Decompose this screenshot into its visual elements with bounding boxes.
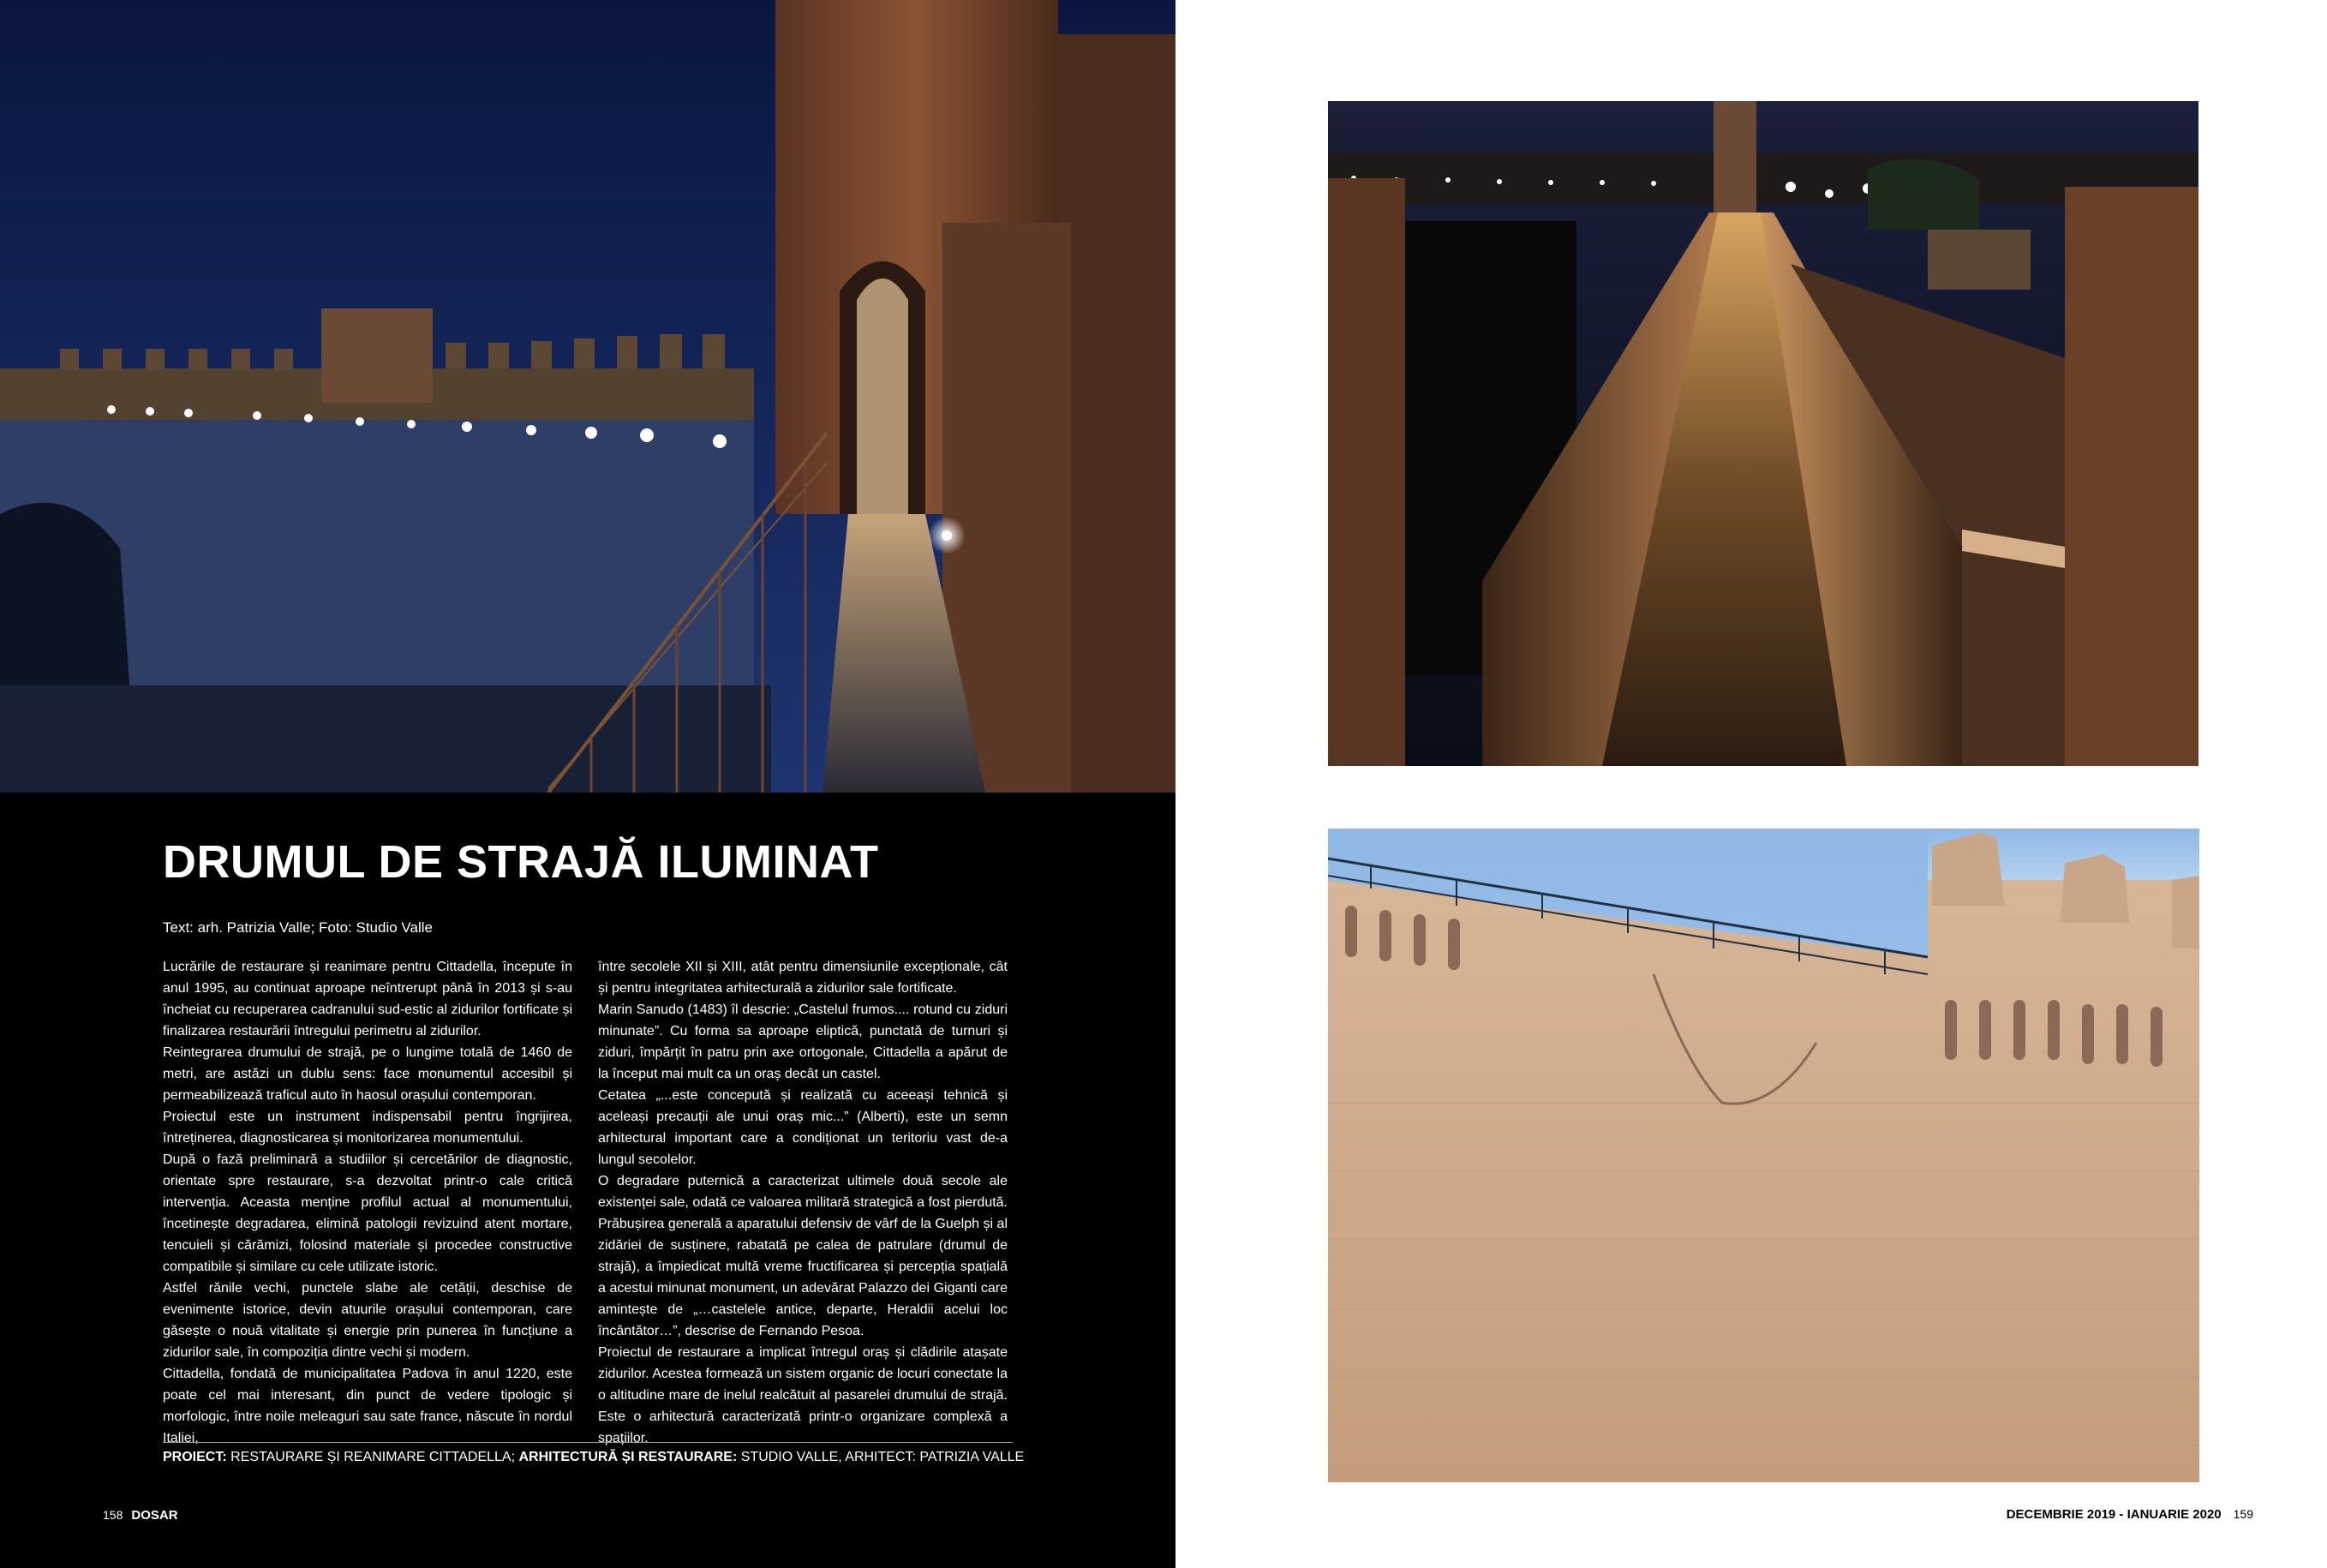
architecture-label: ARHITECTURĂ ȘI RESTAURARE: [518, 1450, 738, 1464]
paragraph: După o fază preliminară a studiilor și cercetărilor de diagnostic, orientate spre restaurare, s-a dezvoltat printr-o cale critică intervenția. Aceasta menține profilul actual al monumentului, încetinește degradarea, elimină patologii revizuind atent mortare, tencuieli și cărămizi, folosind materiale și procedee constructive compatibile și similare cu cele utilizate istoric. [163, 1152, 572, 1274]
page-number-left: 158 [103, 1508, 123, 1522]
paragraph: Reintegrarea drumului de strajă, pe o lungime totală de 1460 de metri, are astăzi un dublu sens: face monumentul accesibil și permeabilizează traficul auto în haosul orașului contemporan. [163, 1045, 572, 1103]
paragraph: Cetatea „...este concepută și realizată cu aceeași tehnică și aceleași precauții ale unui oraș mic...” (Alberti), este un semn arhitectural important care a condiționat un teritoriu vast de-a lungul secolelor. [598, 1088, 1008, 1167]
project-divider [163, 1442, 1013, 1443]
right-folio [2007, 1507, 2253, 1522]
page-number-right: 159 [2233, 1507, 2253, 1521]
left-folio [103, 1508, 178, 1523]
paragraph: între secolele XII și XIII, atât pentru dimensiunile excepționale, cât și pentru integritatea arhitecturală a zidurilor sale fortificate. [598, 960, 1008, 996]
project-label: PROIECT: [163, 1450, 227, 1464]
architecture-value: STUDIO VALLE, ARHITECT: PATRIZIA VALLE [737, 1450, 1025, 1464]
paragraph: O degradare puternică a caracterizat ultimele două secole ale existenței sale, odată ce valoarea militară strategică a fost pierdută. Prăbușirea generală a aparatului defensiv de vârf de la Guelph și al zidăriei de susținere, rabatată pe calea de patrulare (drumul de strajă), a împiedicat multă vreme fructificarea și percepția spațială a acestui minunat monument, un adevărat Palazzo dei Giganti care amintește de „…castelele antice, departe, Heraldii acelui loc încântător…”, descrise de Fernando Pesoa. [598, 1174, 1008, 1338]
lit-walkway-photo [1328, 101, 2198, 766]
paragraph: Proiectul de restaurare a implicat întregul oraș și clădirile atașate zidurilor. Acestea formează un sistem organic de locuri conectate la o altitudine mare de inelul realcătuit al pasarelei drumului de strajă. Este o arhitectură caracterizată printr-o organizare complexă a spațiilor. [598, 1345, 1008, 1445]
paragraph: Proiectul este un instrument indispensabil pentru îngrijirea, întreținerea, diagnosticarea și monitorizarea monumentului. [163, 1110, 572, 1146]
issue-date: DECEMBRIE 2019 - IANUARIE 2020 [2006, 1507, 2222, 1522]
paragraph: Marin Sanudo (1483) îl descrie: „Castelul frumos.... rotund cu ziduri minunate”. Cu forma sa aproape eliptică, punctată de turnuri și ziduri, împărțit în patru prin axe ortogonale, Cittadella a apărut de la început mai mult ca un oraș decât un castel. [598, 1002, 1008, 1081]
section-name: DOSAR [131, 1508, 178, 1523]
restored-wall-photo [1328, 829, 2199, 1482]
paragraph: Astfel rănile vechi, punctele slabe ale cetății, deschise de evenimente istorice, devin atuurile orașului contemporan, care găsește o nouă vitalitate și energie prin punerea în funcțiune a zidurilor sale, în compoziția dintre vechi și modern. [163, 1281, 572, 1360]
article-credit: Text: arh. Patrizia Valle; Foto: Studio Valle [163, 919, 433, 936]
night-wall-walk-photo [0, 0, 1175, 793]
project-value: RESTAURARE ȘI REANIMARE CITTADELLA; [226, 1450, 519, 1464]
text-column-2 [598, 956, 1008, 1449]
project-credits [163, 1450, 1025, 1465]
text-column-1 [163, 956, 572, 1449]
article-title: DRUMUL DE STRAJĂ ILUMINAT [163, 836, 879, 888]
paragraph: Lucrările de restaurare și reanimare pentru Cittadella, începute în anul 1995, au continuat aproape neîntrerupt până în 2013 și s-au încheiat cu recuperarea cadranului sud-estic al zidurilor fortificate și finalizarea restaurării întregului perimetru al zidurilor. [163, 960, 572, 1038]
paragraph: Cittadella, fondată de municipalitatea Padova în anul 1220, este poate cel mai interesant, din punct de vedere tipologic și morfologic, între noile meleaguri sau sate france, născute în nordul Italiei, [163, 1367, 572, 1445]
